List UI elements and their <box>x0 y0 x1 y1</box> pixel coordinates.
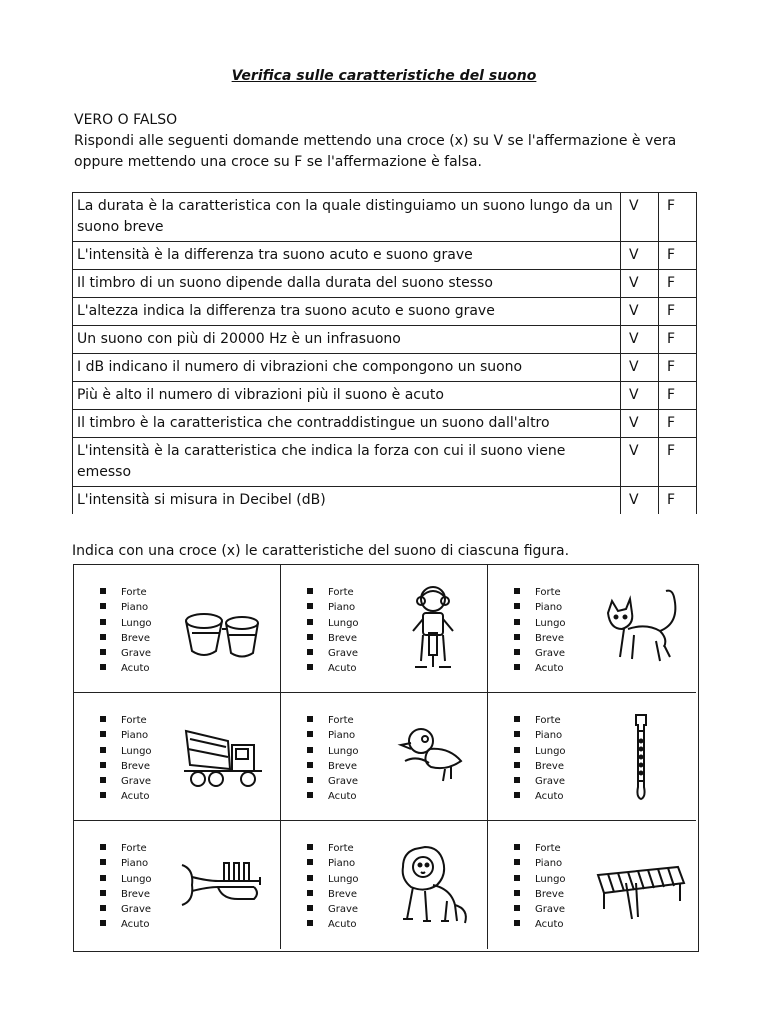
false-option[interactable]: F <box>659 354 697 382</box>
instruction-line-1: Rispondi alle seguenti domande mettendo una croce (x) su V se l'affermazione è vera <box>74 133 677 149</box>
recorder-flute-icon <box>594 711 686 801</box>
option-acuto[interactable]: Acuto <box>514 661 566 676</box>
options-list <box>307 585 359 677</box>
option-acuto[interactable]: Acuto <box>100 661 152 676</box>
option-forte[interactable]: Forte <box>514 585 566 600</box>
option-forte[interactable]: Forte <box>514 713 566 728</box>
option-acuto[interactable]: Acuto <box>514 789 566 804</box>
option-grave[interactable]: Grave <box>307 774 359 789</box>
option-acuto[interactable]: Acuto <box>307 789 359 804</box>
true-option[interactable]: V <box>621 298 659 326</box>
option-grave[interactable]: Grave <box>307 646 359 661</box>
option-grave[interactable]: Grave <box>100 774 152 789</box>
option-breve[interactable]: Breve <box>307 759 359 774</box>
statement: L'altezza indica la differenza tra suono acuto e suono grave <box>73 298 621 326</box>
table-row <box>73 438 697 487</box>
option-piano[interactable]: Piano <box>100 856 152 871</box>
table-row <box>73 354 697 382</box>
true-option[interactable]: V <box>621 438 659 487</box>
option-breve[interactable]: Breve <box>100 759 152 774</box>
table-row <box>73 410 697 438</box>
false-option[interactable]: F <box>659 410 697 438</box>
table-row <box>73 326 697 354</box>
false-option[interactable]: F <box>659 487 697 515</box>
option-acuto[interactable]: Acuto <box>307 661 359 676</box>
statement: I dB indicano il numero di vibrazioni che compongono un suono <box>73 354 621 382</box>
option-lungo[interactable]: Lungo <box>307 744 359 759</box>
option-grave[interactable]: Grave <box>514 774 566 789</box>
true-option[interactable]: V <box>621 326 659 354</box>
jackhammer-worker-icon <box>385 583 477 673</box>
option-breve[interactable]: Breve <box>307 631 359 646</box>
section-heading: VERO O FALSO <box>74 112 178 128</box>
option-breve[interactable]: Breve <box>100 887 152 902</box>
bird-icon <box>385 711 477 801</box>
false-option[interactable]: F <box>659 298 697 326</box>
true-option[interactable]: V <box>621 382 659 410</box>
cat-icon <box>594 583 686 673</box>
option-grave[interactable]: Grave <box>514 902 566 917</box>
trumpet-icon <box>178 839 270 929</box>
figures-grid <box>73 564 699 952</box>
true-option[interactable]: V <box>621 270 659 298</box>
figure-cell <box>488 565 696 693</box>
bongo-icon <box>178 583 270 673</box>
option-lungo[interactable]: Lungo <box>100 872 152 887</box>
options-list <box>514 841 566 933</box>
true-option[interactable]: V <box>621 487 659 515</box>
statement: L'intensità si misura in Decibel (dB) <box>73 487 621 515</box>
options-list <box>100 841 152 933</box>
figure-cell <box>281 565 488 693</box>
xylophone-icon <box>594 839 686 929</box>
option-lungo[interactable]: Lungo <box>514 616 566 631</box>
option-acuto[interactable]: Acuto <box>514 917 566 932</box>
option-acuto[interactable]: Acuto <box>100 917 152 932</box>
table-row <box>73 487 697 515</box>
table-row <box>73 242 697 270</box>
false-option[interactable]: F <box>659 193 697 242</box>
instructions <box>74 110 714 173</box>
option-piano[interactable]: Piano <box>307 728 359 743</box>
option-forte[interactable]: Forte <box>307 841 359 856</box>
figure-cell <box>281 693 488 821</box>
instruction-line-2: oppure mettendo una croce su F se l'affermazione è falsa. <box>74 154 482 170</box>
statement: Un suono con più di 20000 Hz è un infrasuono <box>73 326 621 354</box>
figure-cell <box>488 821 696 949</box>
statement: Più è alto il numero di vibrazioni più il suono è acuto <box>73 382 621 410</box>
statement: L'intensità è la caratteristica che indica la forza con cui il suono viene emesso <box>73 438 621 487</box>
option-lungo[interactable]: Lungo <box>100 616 152 631</box>
statement: L'intensità è la differenza tra suono acuto e suono grave <box>73 242 621 270</box>
cement-mixer-truck-icon <box>178 711 270 801</box>
option-piano[interactable]: Piano <box>307 600 359 615</box>
option-breve[interactable]: Breve <box>514 759 566 774</box>
table-row <box>73 382 697 410</box>
option-breve[interactable]: Breve <box>100 631 152 646</box>
option-lungo[interactable]: Lungo <box>100 744 152 759</box>
option-breve[interactable]: Breve <box>307 887 359 902</box>
statement: Il timbro è la caratteristica che contraddistingue un suono dall'altro <box>73 410 621 438</box>
false-option[interactable]: F <box>659 270 697 298</box>
option-forte[interactable]: Forte <box>514 841 566 856</box>
table-row <box>73 193 697 242</box>
option-lungo[interactable]: Lungo <box>514 744 566 759</box>
true-false-table <box>72 192 697 514</box>
figure-cell <box>488 693 696 821</box>
figure-cell <box>74 693 281 821</box>
option-grave[interactable]: Grave <box>307 902 359 917</box>
option-forte[interactable]: Forte <box>100 841 152 856</box>
figure-cell <box>281 821 488 949</box>
false-option[interactable]: F <box>659 326 697 354</box>
option-lungo[interactable]: Lungo <box>514 872 566 887</box>
options-list <box>307 713 359 805</box>
option-piano[interactable]: Piano <box>100 600 152 615</box>
lion-icon <box>385 839 477 929</box>
table-row <box>73 270 697 298</box>
options-list <box>100 713 152 805</box>
option-piano[interactable]: Piano <box>514 856 566 871</box>
option-acuto[interactable]: Acuto <box>100 789 152 804</box>
table-row <box>73 298 697 326</box>
statement: La durata è la caratteristica con la quale distinguiamo un suono lungo da un suono breve <box>73 193 621 242</box>
option-piano[interactable]: Piano <box>514 728 566 743</box>
option-forte[interactable]: Forte <box>307 713 359 728</box>
option-piano[interactable]: Piano <box>100 728 152 743</box>
option-grave[interactable]: Grave <box>514 646 566 661</box>
figure-cell <box>74 565 281 693</box>
figure-cell <box>74 821 281 949</box>
true-option[interactable]: V <box>621 193 659 242</box>
option-breve[interactable]: Breve <box>514 631 566 646</box>
false-option[interactable]: F <box>659 382 697 410</box>
option-forte[interactable]: Forte <box>100 585 152 600</box>
option-acuto[interactable]: Acuto <box>307 917 359 932</box>
true-option[interactable]: V <box>621 410 659 438</box>
options-list <box>100 585 152 677</box>
false-option[interactable]: F <box>659 242 697 270</box>
option-lungo[interactable]: Lungo <box>307 616 359 631</box>
option-forte[interactable]: Forte <box>100 713 152 728</box>
true-option[interactable]: V <box>621 354 659 382</box>
option-grave[interactable]: Grave <box>100 646 152 661</box>
option-grave[interactable]: Grave <box>100 902 152 917</box>
page-title: Verifica sulle caratteristiche del suono <box>231 68 537 84</box>
true-option[interactable]: V <box>621 242 659 270</box>
options-list <box>514 713 566 805</box>
options-list <box>307 841 359 933</box>
options-list <box>514 585 566 677</box>
false-option[interactable]: F <box>659 438 697 487</box>
option-forte[interactable]: Forte <box>307 585 359 600</box>
option-piano[interactable]: Piano <box>514 600 566 615</box>
figure-instruction: Indica con una croce (x) le caratteristiche del suono di ciascuna figura. <box>72 543 570 559</box>
option-lungo[interactable]: Lungo <box>307 872 359 887</box>
option-piano[interactable]: Piano <box>307 856 359 871</box>
statement: Il timbro di un suono dipende dalla durata del suono stesso <box>73 270 621 298</box>
option-breve[interactable]: Breve <box>514 887 566 902</box>
